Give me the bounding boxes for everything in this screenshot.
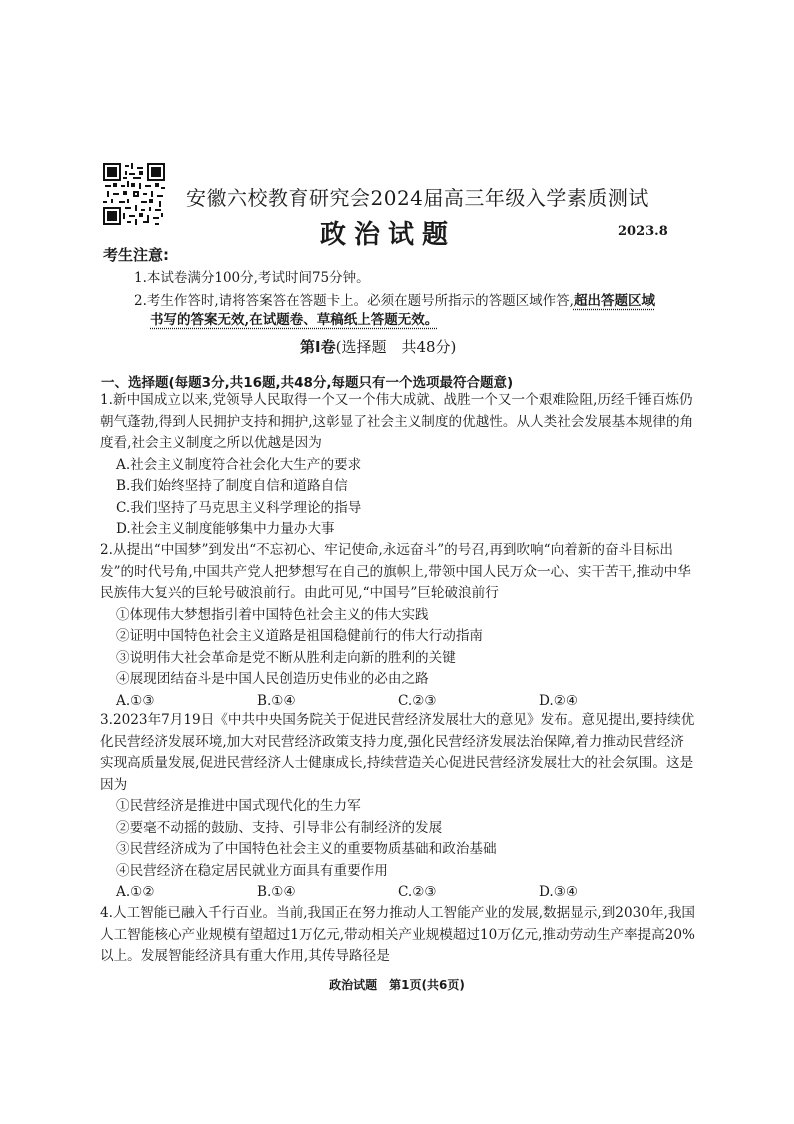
question-stem: 1.新中国成立以来,党领导人民取得一个又一个伟大成就、战胜一个又一个艰难险阻,历经千锤百炼仍朝气蓬勃,得到人民拥护支持和拥护,这彰显了社会主义制度的优越性。从人类社会发展基本规律的角度看,社会主义制度之所以优越是因为 [100, 392, 694, 451]
statement-1: ①民营经济是推进中国式现代化的生力军 [116, 798, 361, 814]
statement-3: ③民营经济成为了中国特色社会主义的重要物质基础和政治基础 [116, 841, 497, 857]
statement-3: ③说明伟大社会革命是党不断从胜利走向新的胜利的关键 [116, 649, 456, 666]
option-d: D.社会主义制度能够集中力量办大事 [116, 521, 335, 537]
question-2 [100, 540, 696, 712]
choice-d: D.③④ [539, 884, 579, 900]
option-a: A.社会主义制度符合社会化大生产的要求 [116, 456, 362, 473]
question-3 [100, 710, 696, 904]
notice-item-2-continued: 书写的答案无效,在试题卷、草稿纸上答题无效。 [150, 312, 439, 328]
choice-row [100, 882, 696, 904]
statement-2: ②证明中国特色社会主义道路是祖国稳健前行的伟大行动指南 [116, 628, 484, 644]
page-footer: 政治试题 第1页(共6页) [329, 978, 465, 992]
subject-title: 政治试题 [320, 220, 457, 250]
choice-a: A.①② [116, 884, 155, 900]
question-stem: 2.从提出“中国梦”到发出“不忘初心、牢记使命,永远奋斗”的号召,再到吹响“向着新的奋斗目标出发”的时代号角,中国共产党人把梦想写在自己的旗帜上,带领中国人民万众一心、实干苦干,推动中华民族伟大复兴的巨轮号破浪前行。由此可见,“中国号”巨轮破浪前行 [100, 542, 691, 601]
statement-4: ④民营经济在稳定居民就业方面具有重要作用 [116, 862, 388, 879]
part-title [300, 336, 456, 357]
choice-row [100, 691, 696, 713]
notice-item-2 [134, 289, 655, 309]
question-stem: 4.人工智能已融入千行百业。当前,我国正在努力推动人工智能产业的发展,数据显示,到2030年,我国人工智能核心产业规模有望超过1万亿元,带动相关产业规模超过10万亿元,推动劳动生产率提高20%以上。发展智能经济具有重大作用,其传导路径是 [100, 905, 696, 964]
option-c: C.我们坚持了马克思主义科学理论的指导 [116, 499, 362, 516]
exam-title: 安徽六校教育研究会2024届高三年级入学素质测试 [186, 186, 649, 210]
statement-1: ①体现伟大梦想指引着中国特色社会主义的伟大实践 [116, 606, 429, 623]
question-stem: 3.2023年7月19日《中共中央国务院关于促进民营经济发展壮大的意见》发布。意见提出,要持续优化民营经济发展环境,加大对民营经济政策支持力度,强化民营经济发展法治保障,着力推动民营经济实现高质量发展,促进民营经济人士健康成长,持续营造关心促进民营经济发展壮大的社会氛围。这是因为 [100, 712, 695, 793]
question-4 [100, 903, 696, 968]
choice-b: B.①④ [257, 692, 296, 709]
exam-date: 2023.8 [618, 224, 668, 239]
part-title-label: 第Ⅰ卷 [300, 338, 336, 356]
question-1 [100, 390, 696, 541]
notice-item-1: 1.本试卷满分100分,考试时间75分钟。 [134, 270, 370, 286]
option-b: B.我们始终坚持了制度自信和道路自信 [116, 478, 348, 494]
statement-4: ④展现团结奋斗是中国人民创造历史伟业的必由之路 [116, 671, 429, 687]
notice-title: 考生注意: [103, 246, 169, 264]
qr-code-icon [103, 163, 165, 225]
choice-b: B.①④ [257, 884, 296, 900]
part-title-subtitle: (选择题 共48分) [335, 338, 457, 356]
statement-2: ②要毫不动摇的鼓励、支持、引导非公有制经济的发展 [116, 819, 443, 836]
choice-a: A.①③ [116, 692, 155, 709]
section-heading: 一、选择题(每题3分,共16题,共48分,每题只有一个选项最符合题意) [101, 375, 514, 391]
choice-c: C.②③ [398, 884, 437, 900]
choice-c: C.②③ [398, 692, 437, 709]
notice-item-2-emphasis: 超出答题区域 [573, 293, 655, 309]
notice-item-2-text: 2.考生作答时,请将答案答在答题卡上。必须在题号所指示的答题区域作答, [134, 293, 574, 309]
choice-d: D.②④ [539, 692, 579, 709]
